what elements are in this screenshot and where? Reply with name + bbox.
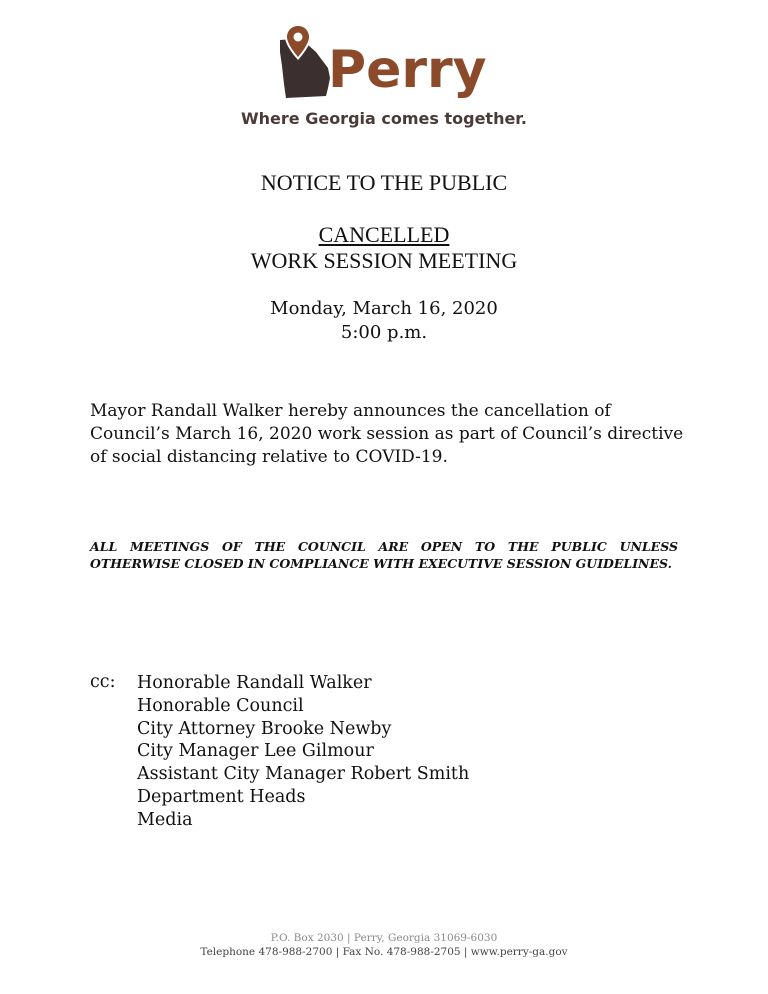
announcement-paragraph: Mayor Randall Walker hereby announces the cancellation of Council’s March 16, 2020 work session as part of Council’s directive of social distancing relative to COVID-19. <box>90 401 684 467</box>
cc-recipient: Department Heads <box>137 786 306 807</box>
cc-recipient: City Attorney Brooke Newby <box>137 718 392 739</box>
notice-title: NOTICE TO THE PUBLIC <box>260 170 508 195</box>
tagline: Where Georgia comes together. <box>241 109 527 128</box>
meeting-date: Monday, March 16, 2020 <box>270 298 498 319</box>
footer-address: P.O. Box 2030 | Perry, Georgia 31069-6030 <box>270 932 498 944</box>
logo-wordmark: Perry <box>328 40 487 100</box>
cc-recipient-list <box>137 672 469 832</box>
footer-contact: Telephone 478-988-2700 | Fax No. 478-988-2705 | www.perry-ga.gov <box>200 946 568 958</box>
cc-recipient: Honorable Council <box>137 695 304 716</box>
open-meetings-notice: ALL MEETINGS OF THE COUNCIL ARE OPEN TO THE PUBLIC UNLESS OTHERWISE CLOSED IN COMPLIANCE WITH EXECUTIVE SESSION GUIDELINES. <box>90 539 678 571</box>
cancelled-label: CANCELLED <box>318 222 450 247</box>
cc-recipient: Honorable Randall Walker <box>137 673 372 693</box>
meeting-time: 5:00 p.m. <box>340 322 428 343</box>
meeting-type: WORK SESSION MEETING <box>250 248 518 273</box>
cc-recipient: City Manager Lee Gilmour <box>137 741 374 762</box>
cc-recipient: Assistant City Manager Robert Smith <box>137 764 470 785</box>
cc-recipient: Media <box>137 809 193 830</box>
cc-label: cc: <box>90 672 116 692</box>
georgia-map-pin-icon <box>276 22 336 102</box>
